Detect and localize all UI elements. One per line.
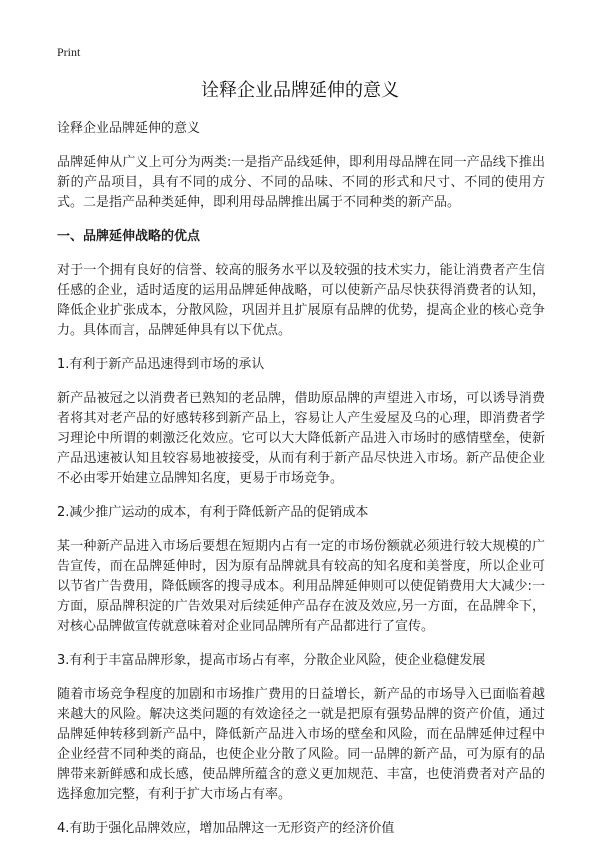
document-subtitle: 诠释企业品牌延伸的意义 [57,121,201,136]
document-body [57,119,545,853]
print-link[interactable]: Print [57,45,81,59]
item-heading-2: 2.减少推广运动的成本，有利于降低新产品的促销成本 [57,505,369,520]
item-heading-1: 1.有利于新产品迅速得到市场的承认 [57,357,265,372]
item-paragraph-3: 随着市场竞争程度的加剧和市场推广费用的日益增长，新产品的市场导入已面临着越来越大的风险。解决这类问题的有效途径之一就是把原有强势品牌的资产价值，通过品牌延伸转移到新产品中，降低新产品进入市场的壁垒和风险，而在品牌延伸过程中企业经营不同种类的商品，也使企业分散了风险。同一品牌的新产品，可为原有的品牌带来新鲜感和成长感，使品牌所蕴含的意义更加规范、丰富，也使消费者对产品的选择愈加完整，有利于扩大市场占有率。 [57,687,545,802]
section-paragraph: 对于一个拥有良好的信誉、较高的服务水平以及较强的技术实力，能让消费者产生信任感的企业，适时适度的运用品牌延伸战略，可以使新产品尽快获得消费者的认知，降低企业扩张成本，分散风险，巩固并且扩展原有品牌的优势，提高企业的核心竞争力。具体而言，品牌延伸具有以下优点。 [57,263,545,338]
section-heading: 一、品牌延伸战略的优点 [57,229,201,244]
intro-paragraph: 品牌延伸从广义上可分为两类:一是指产品线延伸，即利用母品牌在同一产品线下推出新的产品项目，具有不同的成分、不同的品味、不同的形式和尺寸、不同的使用方式。二是指产品种类延伸，即利用母品牌推出属于不同种类的新产品。 [57,155,545,210]
item-paragraph-2: 某一种新产品进入市场后要想在短期内占有一定的市场份额就必须进行较大规模的广告宣传，而在品牌延伸时，因为原有品牌就具有较高的知名度和美誉度，所以企业可以节省广告费用，降低顾客的搜寻成本。利用品牌延伸则可以使促销费用大大减少:一方面，原品牌积淀的广告效果对后续延伸产品存在波及效应,另一方面，在品牌伞下，对核心品牌做宣传就意味着对企业同品牌所有产品都进行了宣传。 [57,539,545,634]
item-paragraph-1: 新产品被冠之以消费者已熟知的老品牌，借助原品牌的声望进入市场，可以诱导消费者将其对老产品的好感转移到新产品上，容易让人产生爱屋及乌的心理，即消费者学习理论中所谓的刺激泛化效应。它可以大大降低新产品进入市场时的感情壁垒，使新产品迅速被认知且较容易地被接受，从而有利于新产品尽快进入市场。新产品使企业不必由零开始建立品牌知名度，更易于市场竞争。 [57,391,545,486]
item-heading-3: 3.有利于丰富品牌形象，提高市场占有率，分散企业风险，使企业稳健发展 [57,653,486,668]
item-heading-4: 4.有助于强化品牌效应，增加品牌这一无形资产的经济价值 [57,821,395,836]
page-title: 诠释企业品牌延伸的意义 [201,80,399,101]
